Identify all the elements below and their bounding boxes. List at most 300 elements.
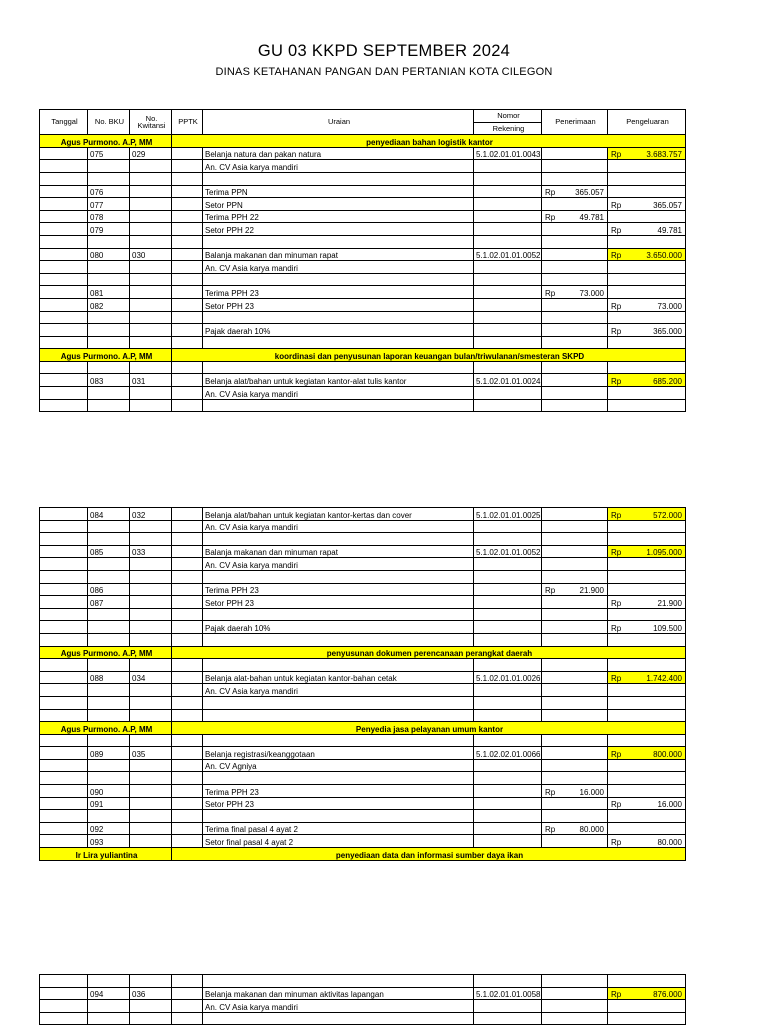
cell-penerimaan (542, 545, 608, 558)
cell-tanggal (40, 336, 88, 349)
cell-pptk (172, 570, 203, 583)
amount-value: 572.000 (653, 510, 682, 520)
cell-pengeluaran (608, 659, 686, 672)
table-row (40, 684, 686, 697)
cell-uraian: Setor PPH 23 (203, 797, 474, 810)
cell-uraian: Setor PPH 23 (203, 596, 474, 609)
cell-no-kwitansi (130, 387, 172, 400)
cell-rekening (474, 975, 542, 988)
cell-no-bku (88, 172, 130, 185)
cell-tanggal (40, 835, 88, 848)
cell-pengeluaran (608, 696, 686, 709)
cell-tanggal (40, 709, 88, 722)
cell-uraian: Pajak daerah 10% (203, 621, 474, 634)
cell-pptk (172, 596, 203, 609)
amount-value: 3.683.757 (646, 150, 682, 160)
cell-penerimaan (542, 747, 608, 760)
table-row (40, 659, 686, 672)
cell-pptk (172, 311, 203, 324)
cell-rekening (474, 608, 542, 621)
cell-uraian: An. CV Asia karya mandiri (203, 558, 474, 571)
table-header-row (40, 110, 686, 123)
cell-pptk (172, 210, 203, 223)
cell-rekening (474, 709, 542, 722)
table-row (40, 558, 686, 571)
cell-no-kwitansi (130, 361, 172, 374)
cell-tanggal (40, 324, 88, 337)
cell-pengeluaran (608, 361, 686, 374)
cell-pptk (172, 324, 203, 337)
cell-no-bku: 093 (88, 835, 130, 848)
cell-rekening (474, 399, 542, 412)
cell-tanggal (40, 696, 88, 709)
cell-no-bku (88, 570, 130, 583)
col-header-nomor: Nomor (474, 110, 542, 123)
cell-pengeluaran (608, 248, 686, 261)
cell-tanggal (40, 810, 88, 823)
amount-value: 21.900 (579, 586, 604, 596)
table-row (40, 759, 686, 772)
cell-no-kwitansi (130, 621, 172, 634)
currency-label: Rp (611, 301, 622, 311)
cell-tanggal (40, 273, 88, 286)
cell-pptk (172, 734, 203, 747)
table-row (40, 608, 686, 621)
cell-rekening (474, 596, 542, 609)
currency-label: Rp (545, 213, 556, 223)
cell-no-kwitansi (130, 172, 172, 185)
section-pptk: Agus Purmono. A.P, MM (40, 722, 172, 735)
cell-penerimaan (542, 185, 608, 198)
ledger-table-1 (39, 109, 686, 412)
page-subtitle: DINAS KETAHANAN PANGAN DAN PERTANIAN KOTA CILEGON (215, 66, 553, 78)
cell-no-kwitansi: 030 (130, 248, 172, 261)
table-row (40, 975, 686, 988)
cell-uraian (203, 734, 474, 747)
cell-pptk (172, 533, 203, 546)
cell-uraian (203, 533, 474, 546)
cell-rekening (474, 1012, 542, 1025)
cell-rekening (474, 361, 542, 374)
table-row (40, 533, 686, 546)
cell-no-kwitansi (130, 659, 172, 672)
table-row (40, 671, 686, 684)
table-row (40, 387, 686, 400)
currency-label: Rp (611, 674, 622, 684)
cell-no-bku: 087 (88, 596, 130, 609)
cell-uraian: Terima PPH 22 (203, 210, 474, 223)
cell-penerimaan (542, 975, 608, 988)
cell-no-kwitansi (130, 533, 172, 546)
cell-no-kwitansi (130, 734, 172, 747)
cell-tanggal (40, 987, 88, 1000)
table-row (40, 797, 686, 810)
cell-tanggal (40, 671, 88, 684)
table-row (40, 696, 686, 709)
amount-value: 365.057 (653, 200, 682, 210)
amount-value: 80.000 (657, 838, 682, 848)
cell-tanggal (40, 147, 88, 160)
cell-no-bku (88, 633, 130, 646)
cell-penerimaan (542, 785, 608, 798)
cell-tanggal (40, 508, 88, 521)
cell-pengeluaran (608, 709, 686, 722)
cell-no-bku (88, 261, 130, 274)
cell-pptk (172, 273, 203, 286)
cell-no-bku (88, 235, 130, 248)
cell-tanggal (40, 570, 88, 583)
cell-tanggal (40, 374, 88, 387)
cell-uraian: Setor PPH 23 (203, 298, 474, 311)
cell-tanggal (40, 361, 88, 374)
table-row (40, 374, 686, 387)
currency-label: Rp (545, 188, 556, 198)
cell-uraian (203, 273, 474, 286)
cell-rekening (474, 160, 542, 173)
cell-pengeluaran (608, 975, 686, 988)
cell-pengeluaran (608, 1000, 686, 1013)
cell-pptk (172, 198, 203, 211)
cell-no-bku: 088 (88, 671, 130, 684)
amount-value: 80.000 (579, 825, 604, 835)
cell-pengeluaran (608, 223, 686, 236)
cell-tanggal (40, 198, 88, 211)
cell-penerimaan (542, 286, 608, 299)
amount-value: 73.000 (579, 288, 604, 298)
table-row (40, 508, 686, 521)
cell-no-kwitansi (130, 399, 172, 412)
cell-pengeluaran (608, 772, 686, 785)
cell-pptk (172, 172, 203, 185)
cell-pptk (172, 772, 203, 785)
cell-rekening (474, 633, 542, 646)
cell-pengeluaran (608, 520, 686, 533)
amount-value: 21.900 (657, 598, 682, 608)
cell-penerimaan (542, 223, 608, 236)
cell-pengeluaran (608, 374, 686, 387)
cell-pptk (172, 235, 203, 248)
cell-rekening (474, 311, 542, 324)
cell-no-bku (88, 659, 130, 672)
cell-no-bku (88, 709, 130, 722)
cell-pptk (172, 298, 203, 311)
currency-label: Rp (611, 749, 622, 759)
cell-no-kwitansi: 035 (130, 747, 172, 760)
cell-no-kwitansi (130, 759, 172, 772)
col-header-no-bku: No. BKU (88, 110, 130, 135)
cell-no-bku (88, 273, 130, 286)
cell-pptk (172, 248, 203, 261)
cell-no-bku (88, 160, 130, 173)
cell-pptk (172, 361, 203, 374)
cell-no-kwitansi (130, 797, 172, 810)
cell-uraian (203, 608, 474, 621)
cell-rekening (474, 387, 542, 400)
amount-value: 49.781 (657, 225, 682, 235)
amount-value: 49.781 (579, 213, 604, 223)
cell-pengeluaran (608, 583, 686, 596)
table-row (40, 633, 686, 646)
cell-no-bku (88, 608, 130, 621)
table-row (40, 248, 686, 261)
cell-no-bku (88, 387, 130, 400)
cell-pengeluaran (608, 311, 686, 324)
cell-penerimaan (542, 671, 608, 684)
cell-no-bku (88, 696, 130, 709)
cell-pengeluaran (608, 633, 686, 646)
cell-rekening (474, 261, 542, 274)
cell-tanggal (40, 160, 88, 173)
cell-penerimaan (542, 210, 608, 223)
cell-tanggal (40, 172, 88, 185)
cell-no-kwitansi (130, 835, 172, 848)
cell-no-kwitansi: 033 (130, 545, 172, 558)
table-row (40, 822, 686, 835)
cell-no-bku: 084 (88, 508, 130, 521)
section-pptk: Ir Lira yuliantina (40, 848, 172, 861)
currency-label: Rp (611, 150, 622, 160)
section-pptk: Agus Purmono. A.P, MM (40, 646, 172, 659)
currency-label: Rp (611, 598, 622, 608)
cell-uraian: Balanja makanan dan minuman rapat (203, 545, 474, 558)
currency-label: Rp (611, 800, 622, 810)
amount-value: 800.000 (653, 749, 682, 759)
cell-penerimaan (542, 684, 608, 697)
cell-no-kwitansi: 032 (130, 508, 172, 521)
cell-no-kwitansi (130, 822, 172, 835)
cell-pengeluaran (608, 261, 686, 274)
table-row (40, 596, 686, 609)
table-row (40, 734, 686, 747)
cell-pptk (172, 374, 203, 387)
currency-label: Rp (611, 326, 622, 336)
cell-pptk (172, 1012, 203, 1025)
cell-pengeluaran (608, 734, 686, 747)
cell-no-kwitansi (130, 633, 172, 646)
cell-no-bku: 083 (88, 374, 130, 387)
cell-penerimaan (542, 147, 608, 160)
cell-uraian: Setor final pasal 4 ayat 2 (203, 835, 474, 848)
cell-penerimaan (542, 361, 608, 374)
table-row (40, 336, 686, 349)
cell-tanggal (40, 261, 88, 274)
cell-no-bku: 075 (88, 147, 130, 160)
cell-pengeluaran (608, 324, 686, 337)
cell-uraian: Terima final pasal 4 ayat 2 (203, 822, 474, 835)
section-activity: penyediaan data dan informasi sumber daya ikan (172, 848, 686, 861)
section-row (40, 848, 686, 861)
cell-no-bku: 077 (88, 198, 130, 211)
cell-pptk (172, 583, 203, 596)
cell-penerimaan (542, 533, 608, 546)
cell-pengeluaran (608, 797, 686, 810)
cell-rekening (474, 835, 542, 848)
cell-tanggal (40, 1012, 88, 1025)
cell-rekening (474, 520, 542, 533)
col-header-pengeluaran: Pengeluaran (608, 110, 686, 135)
cell-pengeluaran (608, 810, 686, 823)
cell-penerimaan (542, 709, 608, 722)
currency-label: Rp (611, 251, 622, 261)
table-row (40, 185, 686, 198)
cell-pengeluaran (608, 570, 686, 583)
cell-penerimaan (542, 324, 608, 337)
cell-penerimaan (542, 311, 608, 324)
cell-no-kwitansi (130, 785, 172, 798)
cell-pptk (172, 147, 203, 160)
cell-uraian (203, 1012, 474, 1025)
col-header-no-kwitansi: No. Kwitansi (130, 110, 172, 135)
cell-rekening (474, 822, 542, 835)
cell-rekening: 5.1.02.01.01.0025 (474, 508, 542, 521)
cell-uraian (203, 399, 474, 412)
cell-penerimaan (542, 583, 608, 596)
table-row (40, 570, 686, 583)
cell-no-bku (88, 621, 130, 634)
table-row (40, 399, 686, 412)
cell-pengeluaran (608, 545, 686, 558)
cell-no-bku (88, 311, 130, 324)
cell-uraian: Belanja natura dan pakan natura (203, 147, 474, 160)
cell-no-kwitansi (130, 596, 172, 609)
cell-no-bku (88, 684, 130, 697)
cell-no-kwitansi (130, 160, 172, 173)
cell-rekening (474, 659, 542, 672)
cell-uraian (203, 235, 474, 248)
page-title: GU 03 KKPD SEPTEMBER 2024 (257, 42, 511, 60)
section-activity: penyediaan bahan logistik kantor (172, 135, 686, 148)
cell-tanggal (40, 558, 88, 571)
cell-uraian (203, 975, 474, 988)
cell-no-kwitansi (130, 810, 172, 823)
cell-tanggal (40, 185, 88, 198)
cell-uraian: Setor PPH 22 (203, 223, 474, 236)
cell-rekening: 5.1.02.01.01.0058 (474, 987, 542, 1000)
amount-value: 1.095.000 (646, 548, 682, 558)
cell-pengeluaran (608, 235, 686, 248)
cell-uraian (203, 659, 474, 672)
cell-penerimaan (542, 1000, 608, 1013)
currency-label: Rp (611, 225, 622, 235)
cell-pptk (172, 621, 203, 634)
cell-pengeluaran (608, 1012, 686, 1025)
cell-penerimaan (542, 558, 608, 571)
cell-rekening (474, 210, 542, 223)
currency-label: Rp (611, 510, 622, 520)
cell-no-bku (88, 324, 130, 337)
cell-no-bku: 082 (88, 298, 130, 311)
cell-uraian: Belanja alat/bahan untuk kegiatan kantor-alat tulis kantor (203, 374, 474, 387)
cell-uraian (203, 633, 474, 646)
amount-value: 16.000 (657, 800, 682, 810)
cell-tanggal (40, 596, 88, 609)
cell-no-kwitansi: 036 (130, 987, 172, 1000)
cell-tanggal (40, 223, 88, 236)
cell-pptk (172, 520, 203, 533)
cell-tanggal (40, 311, 88, 324)
cell-no-bku (88, 1012, 130, 1025)
ledger-table-3 (39, 974, 686, 1025)
table-row (40, 298, 686, 311)
cell-tanggal (40, 399, 88, 412)
cell-no-bku (88, 558, 130, 571)
table-row (40, 324, 686, 337)
cell-no-kwitansi (130, 1000, 172, 1013)
cell-rekening (474, 558, 542, 571)
cell-no-kwitansi (130, 223, 172, 236)
cell-no-kwitansi (130, 273, 172, 286)
cell-no-kwitansi: 029 (130, 147, 172, 160)
cell-penerimaan (542, 633, 608, 646)
table-row (40, 273, 686, 286)
cell-no-bku: 080 (88, 248, 130, 261)
cell-penerimaan (542, 520, 608, 533)
table-row (40, 361, 686, 374)
cell-uraian (203, 336, 474, 349)
currency-label: Rp (611, 200, 622, 210)
amount-value: 365.000 (653, 326, 682, 336)
cell-uraian: An. CV Asia karya mandiri (203, 1000, 474, 1013)
cell-pengeluaran (608, 336, 686, 349)
table-row (40, 987, 686, 1000)
cell-pptk (172, 508, 203, 521)
cell-no-kwitansi (130, 1012, 172, 1025)
cell-rekening: 5.1.02.01.01.0024 (474, 374, 542, 387)
cell-pengeluaran (608, 558, 686, 571)
cell-uraian (203, 172, 474, 185)
section-row (40, 722, 686, 735)
table-row (40, 621, 686, 634)
table-row (40, 583, 686, 596)
cell-penerimaan (542, 570, 608, 583)
cell-pengeluaran (608, 987, 686, 1000)
table-row (40, 223, 686, 236)
cell-tanggal (40, 734, 88, 747)
cell-no-bku (88, 1000, 130, 1013)
cell-pengeluaran (608, 608, 686, 621)
cell-no-bku (88, 520, 130, 533)
cell-no-bku: 092 (88, 822, 130, 835)
cell-pptk (172, 545, 203, 558)
cell-no-bku (88, 361, 130, 374)
cell-penerimaan (542, 198, 608, 211)
cell-tanggal (40, 772, 88, 785)
amount-value: 1.742.400 (646, 674, 682, 684)
cell-rekening (474, 684, 542, 697)
cell-pptk (172, 797, 203, 810)
cell-rekening (474, 734, 542, 747)
cell-rekening: 5.1.02.01.01.0052 (474, 248, 542, 261)
cell-no-kwitansi (130, 286, 172, 299)
amount-value: 109.500 (653, 623, 682, 633)
cell-rekening (474, 185, 542, 198)
currency-label: Rp (611, 623, 622, 633)
table-row (40, 785, 686, 798)
section-activity: koordinasi dan penyusunan laporan keuangan bulan/triwulanan/smesteran SKPD (172, 349, 686, 362)
cell-penerimaan (542, 1012, 608, 1025)
cell-uraian: Pajak daerah 10% (203, 324, 474, 337)
cell-penerimaan (542, 298, 608, 311)
cell-penerimaan (542, 621, 608, 634)
cell-no-bku: 076 (88, 185, 130, 198)
cell-no-kwitansi (130, 558, 172, 571)
cell-uraian: An. CV Asia karya mandiri (203, 520, 474, 533)
cell-tanggal (40, 975, 88, 988)
cell-pengeluaran (608, 185, 686, 198)
cell-no-kwitansi (130, 235, 172, 248)
cell-tanggal (40, 387, 88, 400)
cell-pptk (172, 696, 203, 709)
